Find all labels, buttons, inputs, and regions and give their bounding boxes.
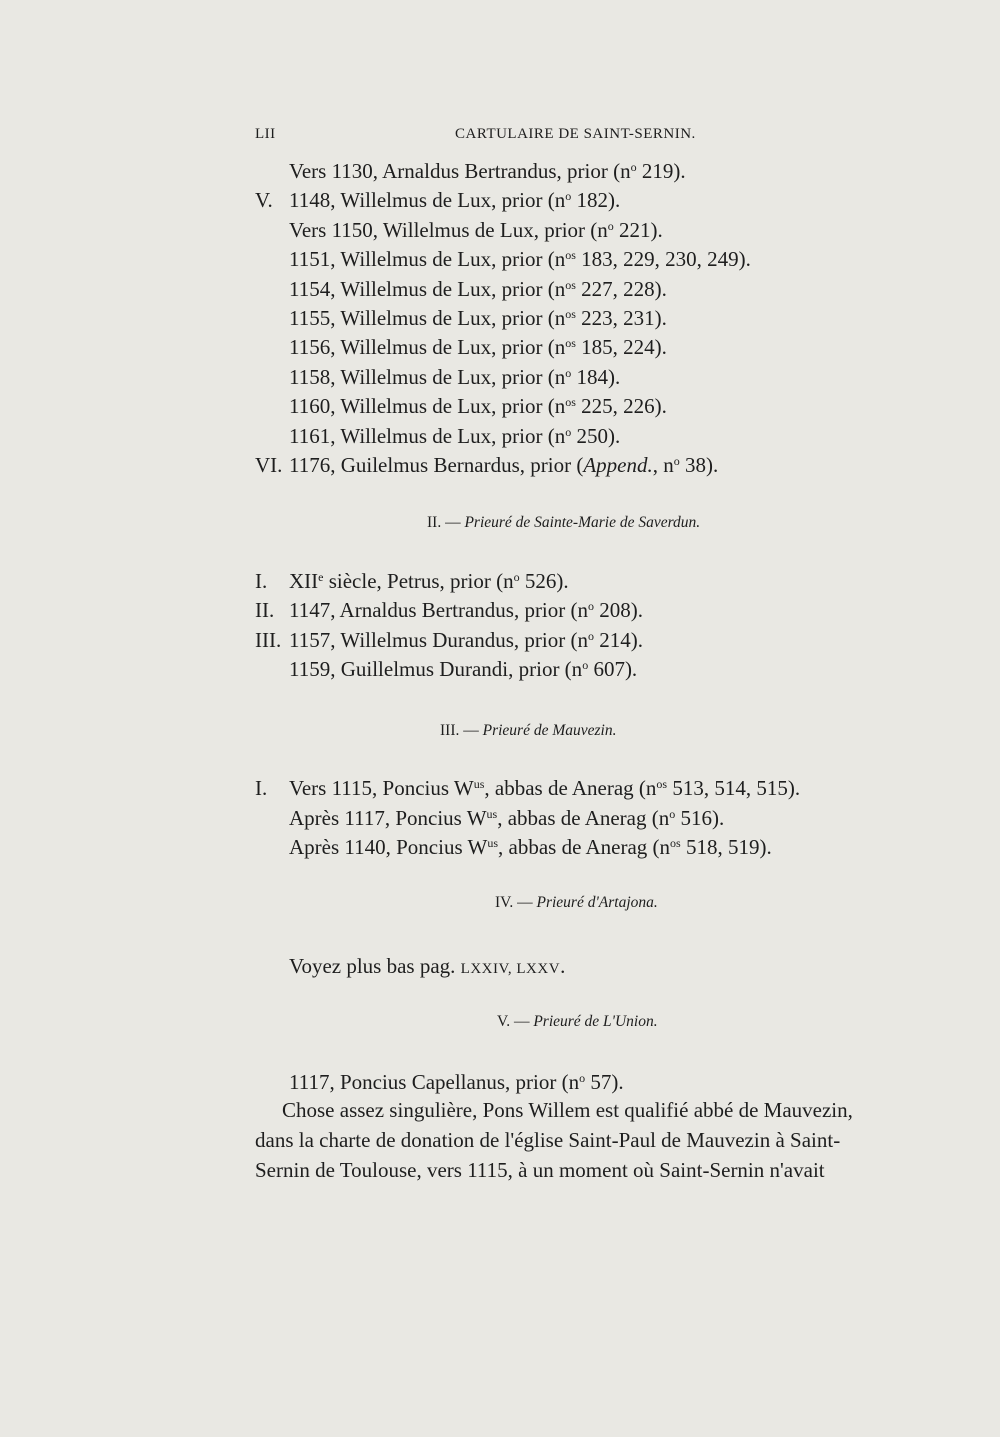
artajona-reference: Voyez plus bas pag. LXXIV, LXXV.	[289, 954, 566, 978]
page-number: LII	[255, 126, 276, 142]
list-item: 1161, Willelmus de Lux, prior ($n^o$ 250).	[289, 423, 621, 448]
union-prior-entry: 1117, Poncius Capellanus, prior ($n^o$ 57).	[289, 1070, 624, 1094]
list-item: 1154, Willelmus de Lux, prior ($n^{os}$ 227, 228).	[289, 276, 667, 301]
list-item: 1156, Willelmus de Lux, prior ($n^{os}$ 185, 224).	[289, 335, 667, 360]
section-heading-mauvezin: III. — Prieuré de Mauvezin.	[440, 722, 617, 739]
running-title: CARTULAIRE DE SAINT-SERNIN.	[455, 126, 696, 142]
roman-numeral: V.	[255, 188, 273, 213]
roman-numeral: I.	[255, 569, 268, 593]
list-item: 1159, Guillelmus Durandi, prior ($n^o$ 607).	[289, 656, 638, 681]
list-item: 1148, Willelmus de Lux, prior ($n^o$ 182).	[289, 188, 621, 213]
section-heading-artajona: IV. — Prieuré d'Artajona.	[495, 894, 658, 911]
section-heading-saverdun: II. — Prieuré de Sainte-Marie de Saverdun.	[427, 514, 701, 531]
roman-numeral: II.	[255, 598, 275, 623]
list-item: Vers 1150, Willelmus de Lux, prior ($n^o$ 221).	[289, 217, 663, 242]
list-item: Vers 1130, Arnaldus Bertrandus, prior ($n^o$ 219).	[289, 159, 686, 183]
list-item: 1151, Willelmus de Lux, prior ($n^{os}$ 183, 229, 230, 249).	[289, 247, 751, 272]
list-item: 1157, Willelmus Durandus, prior ($n^o$ 214).	[289, 627, 643, 652]
list-item: Après 1117, Poncius $W^{us}$, abbas de Anerag ($n^o$ 516).	[289, 805, 725, 830]
list-item: Vers 1115, Poncius $W^{us}$, abbas de Anerag ($n^{os}$ 513, 514, 515).	[289, 776, 801, 800]
paragraph-line: dans la charte de donation de l'église Saint-Paul de Mauvezin à Saint-	[255, 1128, 841, 1152]
list-item: 1155, Willelmus de Lux, prior ($n^{os}$ 223, 231).	[289, 306, 667, 330]
paragraph-line: Sernin de Toulouse, vers 1115, à un moment où Saint-Sernin n'avait	[255, 1158, 825, 1182]
list-item: Après 1140, Poncius $W^{us}$, abbas de Anerag ($n^{os}$ 518, 519).	[289, 835, 772, 859]
list-item: 1158, Willelmus de Lux, prior ($n^o$ 184).	[289, 364, 621, 389]
roman-numeral: III.	[255, 627, 282, 652]
roman-numeral: VI.	[255, 453, 283, 477]
paragraph-line: Chose assez singulière, Pons Willem est qualifié abbé de Mauvezin,	[282, 1098, 853, 1122]
section-heading-union: V. — Prieuré de L'Union.	[497, 1013, 658, 1030]
list-item: XIIe siècle, Petrus, prior ($n^o$ 526).	[289, 569, 569, 593]
roman-numeral: I.	[255, 776, 268, 800]
list-item: 1176, Guilelmus Bernardus, prior (Append., $n^o$ 38).	[289, 453, 719, 477]
list-item: 1147, Arnaldus Bertrandus, prior ($n^o$ 208).	[289, 598, 644, 623]
list-item: 1160, Willelmus de Lux, prior ($n^{os}$ 225, 226).	[289, 394, 667, 419]
